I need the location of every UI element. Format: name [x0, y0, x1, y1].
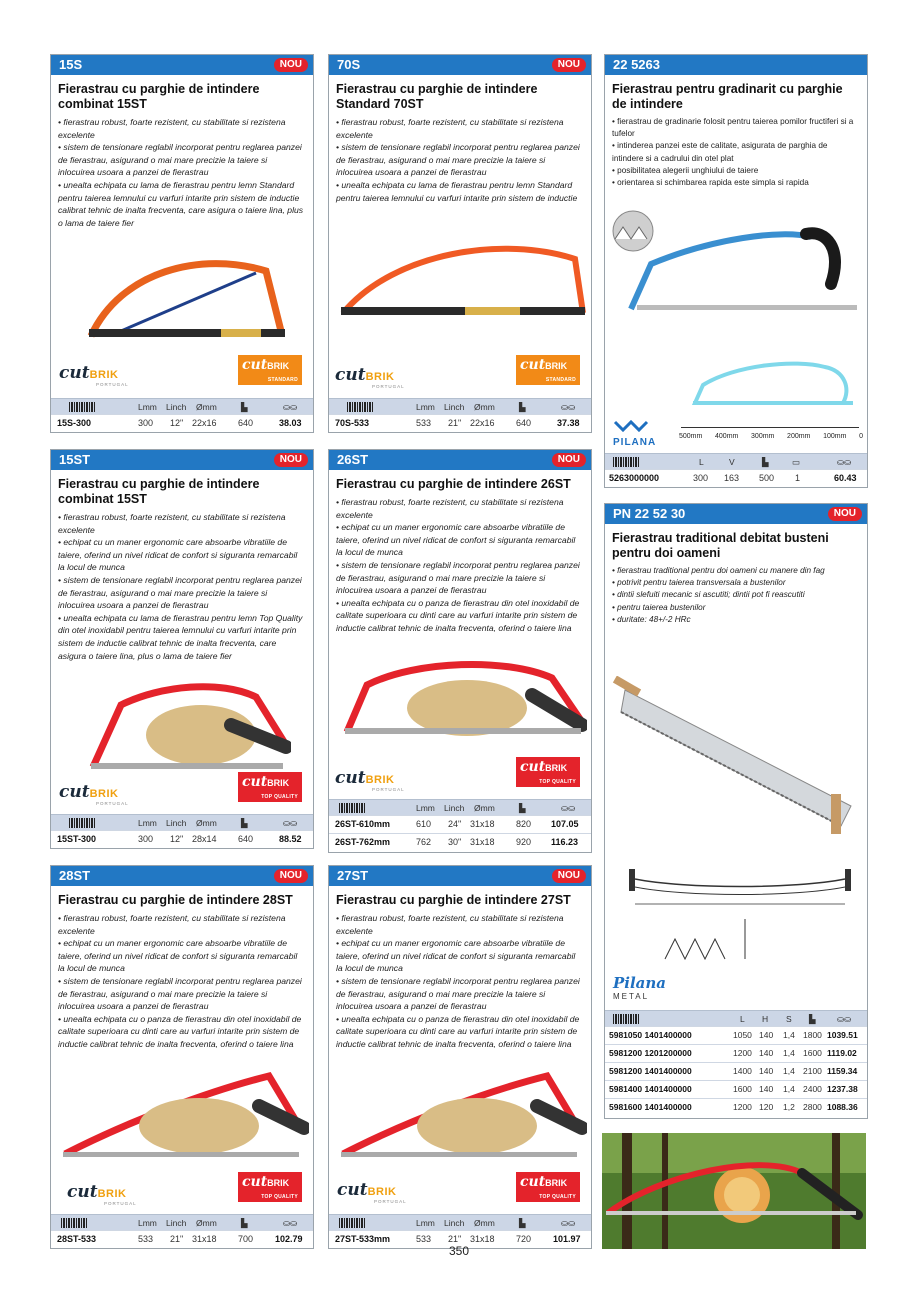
card-header	[329, 450, 591, 470]
new-badge: NOU	[274, 58, 308, 72]
table-row: 26ST-762mm 762 30" 31x18 920 116.23	[329, 833, 591, 849]
product-card-15st	[50, 449, 314, 849]
feature-item: • echipat cu un maner ergonomic care absoarbe vibratiile de taiere, oferind un nivel ridicat de confort si siguranta remarcabil la locul de munca	[336, 937, 584, 975]
product-card-70s	[328, 54, 592, 433]
feature-item: • unealta echipata cu lama de fierastrau pentru lemn Top Quality din otel inoxidabil pentru taierea lemnului cu varfuri intarite prin sistem de inductie calibrat tehnic de inalta frecventa, care asigura o taiere lina, plus o lama de taiere fier	[58, 612, 306, 662]
product-code: 70S	[337, 57, 361, 72]
cutbrik-logo: cutBRIK PORTUGAL	[335, 768, 405, 792]
feature-item: • sistem de tensionare reglabil incorporat pentru reglarea panzei de fierastrau, asigurand o mai mare precizie la taiere si inlocuirea usoara a panzei de fierastrau	[336, 975, 584, 1013]
new-badge: NOU	[274, 453, 308, 467]
feature-item: • sistem de tensionare reglabil incorporat pentru reglarea panzei de fierastrau, asigurand o mai mare precizie la taiere si inlocuirea usoara a panzei de fierastrau	[336, 559, 584, 597]
feature-item: • unealta echipata cu lama de fierastrau pentru lemn Standard pentru taierea lemnului cu varfuri intarite prin sistem de inductie	[336, 179, 584, 204]
coins-icon: ⛀⛀	[837, 1014, 852, 1024]
table-row: 5981050 1401400000 1050 140 1,4 1800 1039.51	[605, 1026, 867, 1042]
cutbrik-logo: cutBRIK PORTUGAL	[59, 782, 129, 806]
product-code: 27ST	[337, 868, 369, 883]
product-card-27st	[328, 865, 592, 1249]
bow-saw-image	[337, 1066, 587, 1166]
feature-list	[329, 116, 591, 204]
feature-item: • sistem de tensionare reglabil incorporat pentru reglarea panzei de fierastrau, asigurand o mai mare precizie la taiere si inlocuirea usoara a panzei de fierastrau	[58, 574, 306, 612]
product-title: Fierastrau pentru gradinarit cu parghie de intindere	[612, 82, 843, 111]
pilana-logo: PILANA	[613, 419, 673, 448]
feature-item: • potrivit pentru taierea transversala a bustenilor	[612, 577, 860, 589]
product-title: Fierastrau cu parghie de intindere 27ST	[336, 893, 571, 907]
table-header: Lmm Linch Ømm ▙ ⛀⛀	[329, 799, 591, 815]
feature-list	[51, 912, 313, 1051]
card-header	[605, 504, 867, 524]
feature-list	[51, 511, 313, 662]
bow-saw-image	[337, 650, 587, 740]
product-title: Fierastrau cu parghie de intindere 26ST	[336, 477, 571, 491]
table-row: 28ST-533 533 21" 31x18 700 102.79	[51, 1230, 313, 1246]
feature-item: • echipat cu un maner ergonomic care absoarbe vibratiile de taiere, oferind un nivel ridicat de confort si siguranta remarcabil la locul de munca	[336, 521, 584, 559]
barcode-icon	[339, 1218, 365, 1228]
coins-icon: ⛀⛀	[837, 457, 852, 467]
new-badge: NOU	[552, 869, 586, 883]
col-diameter: Ømm	[196, 402, 217, 412]
saw-outline-diagram	[675, 355, 865, 415]
bow-saw-image	[81, 251, 291, 351]
coins-icon: ⛀⛀	[561, 402, 576, 412]
length-scale: 500mm 400mm 300mm 200mm 100mm 0	[679, 419, 863, 445]
card-header	[605, 55, 867, 75]
page-number: 350	[449, 1244, 470, 1258]
pack-icon: ▭	[792, 457, 801, 467]
cutbrik-logo: cutBRIK PORTUGAL	[59, 363, 129, 387]
feature-item: • dintii slefuiti mecanic si ascutiti; dintii pot fi reascutiti	[612, 589, 860, 601]
box-icon: ▙	[241, 402, 248, 412]
table-row: 5981600 1401400000 1200 120 1,2 2800 1088.36	[605, 1098, 867, 1114]
cutbrik-top-quality-badge: cutBRIK TOP QUALITY	[516, 1172, 580, 1202]
cutbrik-logo: cutBRIK PORTUGAL	[335, 365, 405, 389]
table-header: L V ▙ ▭ ⛀⛀	[605, 453, 867, 469]
product-title: Fierastrau cu parghie de intindere combinat 15ST	[58, 82, 260, 111]
cutbrik-standard-badge: cutBRIK STANDARD	[516, 355, 580, 385]
product-card-28st	[50, 865, 314, 1249]
box-icon: ▙	[241, 818, 248, 828]
coins-icon: ⛀⛀	[561, 1218, 576, 1228]
feature-item: • orientarea si schimbarea rapida este simpla si rapida	[612, 177, 860, 189]
bow-saw-image	[335, 241, 587, 331]
table-row: 5981200 1201200000 1200 140 1,4 1600 1119.02	[605, 1044, 867, 1060]
coins-icon: ⛀⛀	[283, 402, 298, 412]
feature-item: • pentru taierea bustenilor	[612, 602, 860, 614]
feature-list	[329, 912, 591, 1051]
table-header: Lmm Linch Ømm ▙ ⛀⛀	[51, 814, 313, 830]
product-title: Fierastrau traditional debitat busteni pentru doi oameni	[612, 531, 829, 560]
product-card-225263	[604, 54, 868, 488]
coins-icon: ⛀⛀	[283, 1218, 298, 1228]
cutbrik-top-quality-badge: cutBRIK TOP QUALITY	[238, 1172, 302, 1202]
feature-list	[329, 496, 591, 635]
table-header: Lmm Linch Ømm ▙ ⛀⛀	[329, 1214, 591, 1230]
new-badge: NOU	[274, 869, 308, 883]
feature-list	[605, 565, 867, 626]
product-card-26st	[328, 449, 592, 853]
product-card-15s	[50, 54, 314, 433]
product-code: 15S	[59, 57, 83, 72]
feature-item: • posibilitatea alegerii unghiului de taiere	[612, 165, 860, 177]
bow-saw-image	[81, 675, 291, 775]
col-linch: Linch	[166, 402, 187, 412]
cutbrik-logo: cutBRIK PORTUGAL	[337, 1180, 407, 1204]
feature-item: • sistem de tensionare reglabil incorporat pentru reglarea panzei de fierastrau, asigurand o mai mare precizie la taiere si inlocuirea usoara a panzei de fierastrau	[58, 141, 306, 179]
feature-item: • fierastrau robust, foarte rezistent, cu stabilitate si rezistena excelente	[336, 912, 584, 937]
feature-item: • fierastrau de gradinarie folosit pentru taierea pomilor fructiferi si a tufelor	[612, 116, 860, 140]
cutbrik-logo: cutBRIK PORTUGAL	[67, 1182, 137, 1206]
box-icon: ▙	[809, 1014, 816, 1024]
feature-item: • fierastrau robust, foarte rezistent, cu stabilitate si rezistena excelente	[336, 116, 584, 141]
table-row: 15S-300 300 12" 22x16 640 38.03	[51, 414, 313, 430]
garden-saw-image	[611, 209, 863, 329]
feature-item: • fierastrau traditional pentru doi oameni cu manere din fag	[612, 565, 860, 577]
product-code: 28ST	[59, 868, 91, 883]
table-header	[51, 398, 313, 414]
box-icon: ▙	[519, 1218, 526, 1228]
feature-item: • sistem de tensionare reglabil incorporat pentru reglarea panzei de fierastrau, asigurand o mai mare precizie la taiere si inlocuirea usoara a panzei de fierastrau	[336, 141, 584, 179]
feature-item: • fierastrau robust, foarte rezistent, cu stabilitate si rezistena excelente	[58, 511, 306, 536]
card-header	[51, 450, 313, 470]
barcode-icon	[69, 402, 95, 412]
pilana-metal-logo: Pilana METAL	[613, 974, 667, 1001]
card-header	[329, 55, 591, 75]
feature-item: • unealta echipata cu o panza de fierastrau din otel inoxidabil de calitate superioara cu dinti care au varfuri intarite prin sistem de inductie calibrat tehnic de inalta frecventa, oferind o taiere lina	[336, 1013, 584, 1051]
product-code: 26ST	[337, 452, 369, 467]
coins-icon: ⛀⛀	[283, 818, 298, 828]
new-badge: NOU	[552, 453, 586, 467]
table-row: 27ST-533mm 533 21" 31x18 720 101.97	[329, 1230, 591, 1246]
bow-saw-image	[59, 1066, 309, 1166]
box-icon: ▙	[519, 402, 526, 412]
table-row: 70S-533 533 21" 22x16 640 37.38	[329, 414, 591, 430]
new-badge: NOU	[828, 507, 862, 521]
feature-item: • echipat cu un maner ergonomic care absoarbe vibratiile de taiere, oferind un nivel ridicat de confort si siguranta remarcabil la locul de munca	[58, 937, 306, 975]
barcode-icon	[61, 1218, 87, 1228]
feature-item: • fierastrau robust, foarte rezistent, cu stabilitate si rezistena excelente	[336, 496, 584, 521]
feature-item: • intinderea panzei este de calitate, asigurata de parghia de intindere si a cadrului din otel plat	[612, 140, 860, 164]
col-lmm: Lmm	[138, 402, 157, 412]
barcode-icon	[339, 803, 365, 813]
two-man-saw-image	[611, 676, 861, 846]
box-icon: ▙	[762, 457, 769, 467]
table-row: 5981200 1401400000 1400 140 1,4 2100 1159.34	[605, 1062, 867, 1078]
feature-item: • unealta echipata cu o panza de fierastrau din otel inoxidabil de calitate superioara cu dinti care au varfuri intarite prin sistem de inductie calibrat tehnic de inalta frecventa, oferind o taiere lina	[336, 597, 584, 635]
barcode-icon	[347, 402, 373, 412]
card-header	[329, 866, 591, 886]
product-code: 22 5263	[613, 57, 660, 72]
feature-item: • fierastrau robust, foarte rezistent, cu stabilitate si rezistena excelente	[58, 116, 306, 141]
wave-icon	[613, 420, 653, 432]
feature-item: • duritate: 48+/-2 HRc	[612, 614, 860, 626]
cutbrik-standard-badge: cutBRIK STANDARD	[238, 355, 302, 385]
card-header	[51, 55, 313, 75]
feature-item: • unealta echipata cu o panza de fierastrau din otel inoxidabil de calitate superioara cu dinti care au varfuri intarite prin sistem de inductie calibrat tehnic de inalta frecventa, oferind o taiere lina	[58, 1013, 306, 1051]
product-card-pn225230	[604, 503, 868, 1119]
table-row: 26ST-610mm 610 24" 31x18 820 107.05	[329, 815, 591, 831]
box-icon: ▙	[519, 803, 526, 813]
feature-list	[51, 116, 313, 229]
product-title: Fierastrau cu parghie de intindere combinat 15ST	[58, 477, 260, 506]
table-header: Lmm Linch Ømm ▙ ⛀⛀	[329, 398, 591, 414]
cutbrik-top-quality-badge: cutBRIK TOP QUALITY	[238, 772, 302, 802]
barcode-icon	[613, 1014, 639, 1024]
coins-icon: ⛀⛀	[561, 803, 576, 813]
table-row: 5981400 1401400000 1600 140 1,4 2400 1237.38	[605, 1080, 867, 1096]
table-row: 15ST-300 300 12" 28x14 640 88.52	[51, 830, 313, 846]
forest-photo	[602, 1133, 866, 1249]
feature-item: • fierastrau robust, foarte rezistent, cu stabilitate si rezistena excelente	[58, 912, 306, 937]
technical-drawing	[625, 859, 855, 969]
table-row: 5263000000 300 163 500 1 60.43	[605, 469, 867, 485]
table-header: Lmm Linch Ømm ▙ ⛀⛀	[51, 1214, 313, 1230]
product-code: 15ST	[59, 452, 91, 467]
barcode-icon	[613, 457, 639, 467]
product-title: Fierastrau cu parghie de intindere Standard 70ST	[336, 82, 538, 111]
card-header	[51, 866, 313, 886]
product-code: PN 22 52 30	[613, 506, 686, 521]
feature-item: • echipat cu un maner ergonomic care absoarbe vibratiile de taiere, oferind un nivel ridicat de confort si siguranta remarcabil la locul de munca	[58, 536, 306, 574]
new-badge: NOU	[552, 58, 586, 72]
feature-item: • unealta echipata cu lama de fierastrau pentru lemn Standard pentru taierea lemnului cu varfuri intarite prin sistem de inductie calibrat tehnic de inalta frecventa, care asigura o taiere lina, plus o lama de taiere fier	[58, 179, 306, 229]
product-title: Fierastrau cu parghie de intindere 28ST	[58, 893, 293, 907]
box-icon: ▙	[241, 1218, 248, 1228]
barcode-icon	[69, 818, 95, 828]
cutbrik-top-quality-badge: cutBRIK TOP QUALITY	[516, 757, 580, 787]
feature-item: • sistem de tensionare reglabil incorporat pentru reglarea panzei de fierastrau, asigurand o mai mare precizie la taiere si inlocuirea usoara a panzei de fierastrau	[58, 975, 306, 1013]
table-header: L H S ▙ ⛀⛀	[605, 1010, 867, 1026]
feature-list	[605, 116, 867, 189]
